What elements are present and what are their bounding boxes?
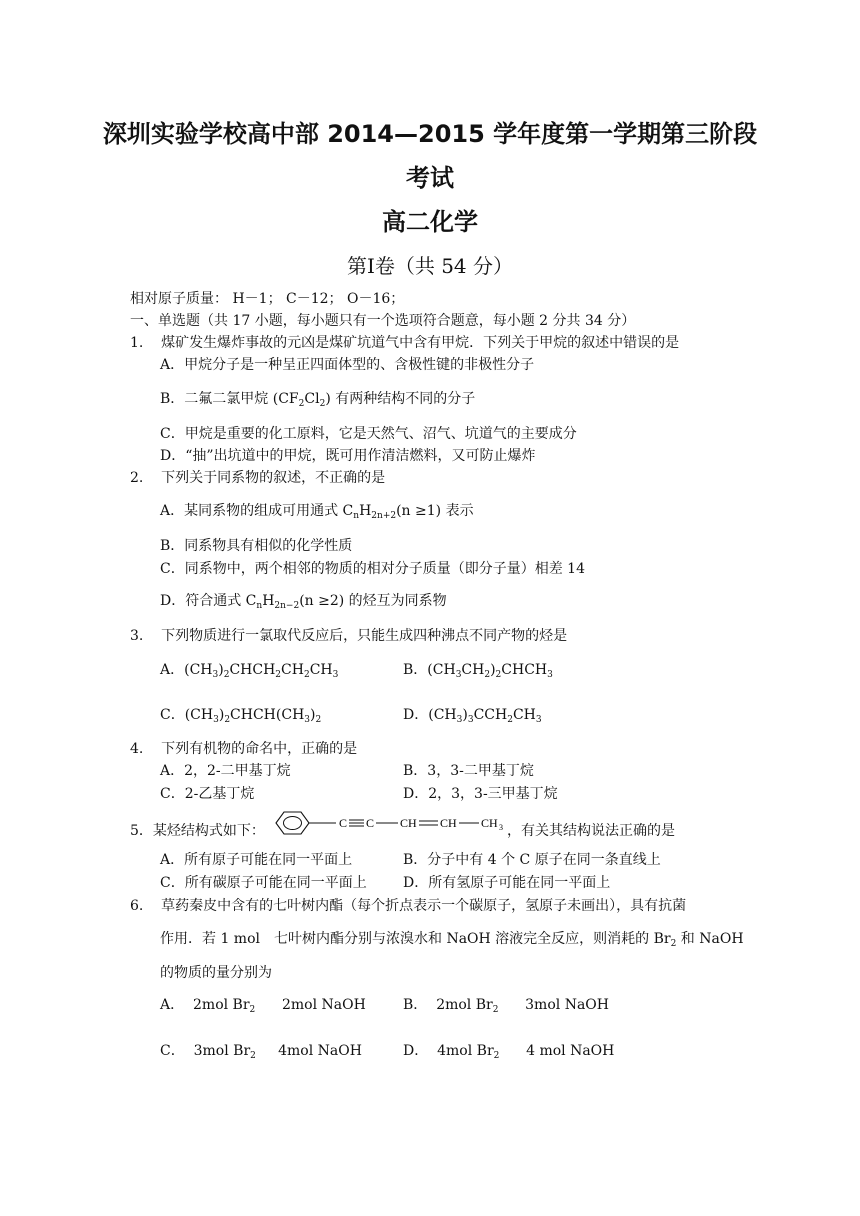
carbon-3: CH [400, 816, 417, 830]
q3-option-c: C．$(CH_3)_2CHCH(CH_3)_2$ [160, 707, 322, 725]
carbon-4: CH [440, 816, 457, 830]
q5-stem-suffix: ，有关其结构说法正确的是 [507, 823, 675, 839]
atomic-mass-line: 相对原子质量： H－1； C－12； O－16； [130, 291, 405, 307]
q2-number: 2. [130, 470, 144, 486]
carbon-5-subscript: 3 [499, 823, 503, 832]
q2-stem-text: 下列关于同系物的叙述，不正确的是 [161, 470, 386, 486]
q4-stem [130, 740, 357, 758]
q4-option-b: B．3，3-二甲基丁烷 [403, 763, 534, 779]
q5-option-d: D．所有氢原子可能在同一平面上 [403, 875, 611, 891]
q1-option-c: C．甲烷是重要的化工原料，它是天然气、沼气、坑道气的主要成分 [160, 426, 577, 442]
q4-number: 4. [130, 741, 144, 757]
q2-stem [130, 469, 385, 487]
q3-option-a: A．$(CH_3)_2CHCH_2CH_2CH_3$ [160, 662, 339, 680]
section-heading: 一、单选题（共 17 小题，每小题只有一个选项符合题意，每小题 2 分共 34 分） [130, 313, 636, 329]
q2-option-d: D．符合通式 $C_nH_{2n-2}(n \ge 2)$ 的烃互为同系物 [160, 593, 447, 611]
q3-stem-text: 下列物质进行一氯取代反应后，只能生成四种沸点不同产物的烃是 [161, 628, 568, 644]
q5-stem-prefix: 5．某烃结构式如下： [130, 823, 265, 839]
exam-title-line2: 考试 [406, 164, 454, 192]
q3-number: 3. [130, 628, 144, 644]
q1-option-b: B．二氟二氯甲烷 $(CF_2Cl_2)$ 有两种结构不同的分子 [160, 391, 476, 409]
hydrocarbon-structure [268, 809, 504, 839]
q5-option-c: C．所有碳原子可能在同一平面上 [160, 875, 367, 891]
q4-option-d: D．2，3，3-三甲基丁烷 [403, 786, 558, 802]
benzene-ring [276, 812, 309, 834]
q5-option-a: A．所有原子可能在同一平面上 [160, 852, 353, 868]
exam-subject: 高二化学 [382, 208, 478, 236]
carbon-1: C [339, 816, 348, 830]
q1-option-a: A．甲烷分子是一种呈正四面体型的、含极性键的非极性分子 [160, 357, 535, 373]
exam-volume: 第Ⅰ卷（共 54 分） [346, 254, 514, 278]
carbon-2: C [366, 816, 375, 830]
q6-stem-line3: 的物质的量分别为 [160, 965, 272, 981]
q6-option-b: B． 2mol $Br_2$ 3mol NaOH [403, 997, 609, 1015]
q1-stem-text: 煤矿发生爆炸事故的元凶是煤矿坑道气中含有甲烷．下列关于甲烷的叙述中错误的是 [161, 335, 680, 351]
q6-number: 6. [130, 898, 144, 914]
q6-option-a: A． 2mol $Br_2$ 2mol NaOH [160, 997, 366, 1015]
q6-stem-line2: 作用．若 1 mol 七叶树内酯分别与浓溴水和 NaOH 溶液完全反应，则消耗的 $Br_2$ 和 NaOH [160, 931, 744, 949]
q4-option-a: A．2，2-二甲基丁烷 [160, 763, 291, 779]
q4-stem-text: 下列有机物的命名中，正确的是 [161, 741, 358, 757]
q6-option-c: C． 3mol $Br_2$ 4mol NaOH [160, 1043, 362, 1061]
exam-title-line1: 深圳实验学校高中部 2014—2015 学年度第一学期第三阶段 [102, 120, 758, 148]
q2-option-c: C．同系物中，两个相邻的物质的相对分子质量（即分子量）相差 14 [160, 561, 585, 577]
carbon-5: CH [481, 816, 498, 830]
q3-option-d: D．$(CH_3)_3CCH_2CH_3$ [403, 707, 542, 725]
q2-option-b: B．同系物具有相似的化学性质 [160, 538, 353, 554]
q1-number: 1. [130, 335, 144, 351]
benzene-circle [284, 817, 302, 830]
q3-stem [130, 627, 567, 645]
q4-option-c: C．2-乙基丁烷 [160, 786, 255, 802]
q3-option-b: B．$(CH_3CH_2)_2CHCH_3$ [403, 662, 553, 680]
q6-stem-text-1: 草药秦皮中含有的七叶树内酯（每个折点表示一个碳原子，氢原子未画出），具有抗菌 [161, 898, 687, 914]
q2-option-a: A．某同系物的组成可用通式 $C_nH_{2n+2}(n \ge 1)$ 表示 [160, 503, 474, 521]
q5-option-b: B．分子中有 4 个 C 原子在同一条直线上 [403, 852, 661, 868]
q1-stem [130, 334, 679, 352]
q6-option-d: D． 4mol $Br_2$ 4 mol NaOH [403, 1043, 615, 1061]
q1-option-d: D．“抽”出坑道中的甲烷，既可用作清洁燃料，又可防止爆炸 [160, 448, 536, 464]
q6-stem-line1 [130, 897, 686, 915]
